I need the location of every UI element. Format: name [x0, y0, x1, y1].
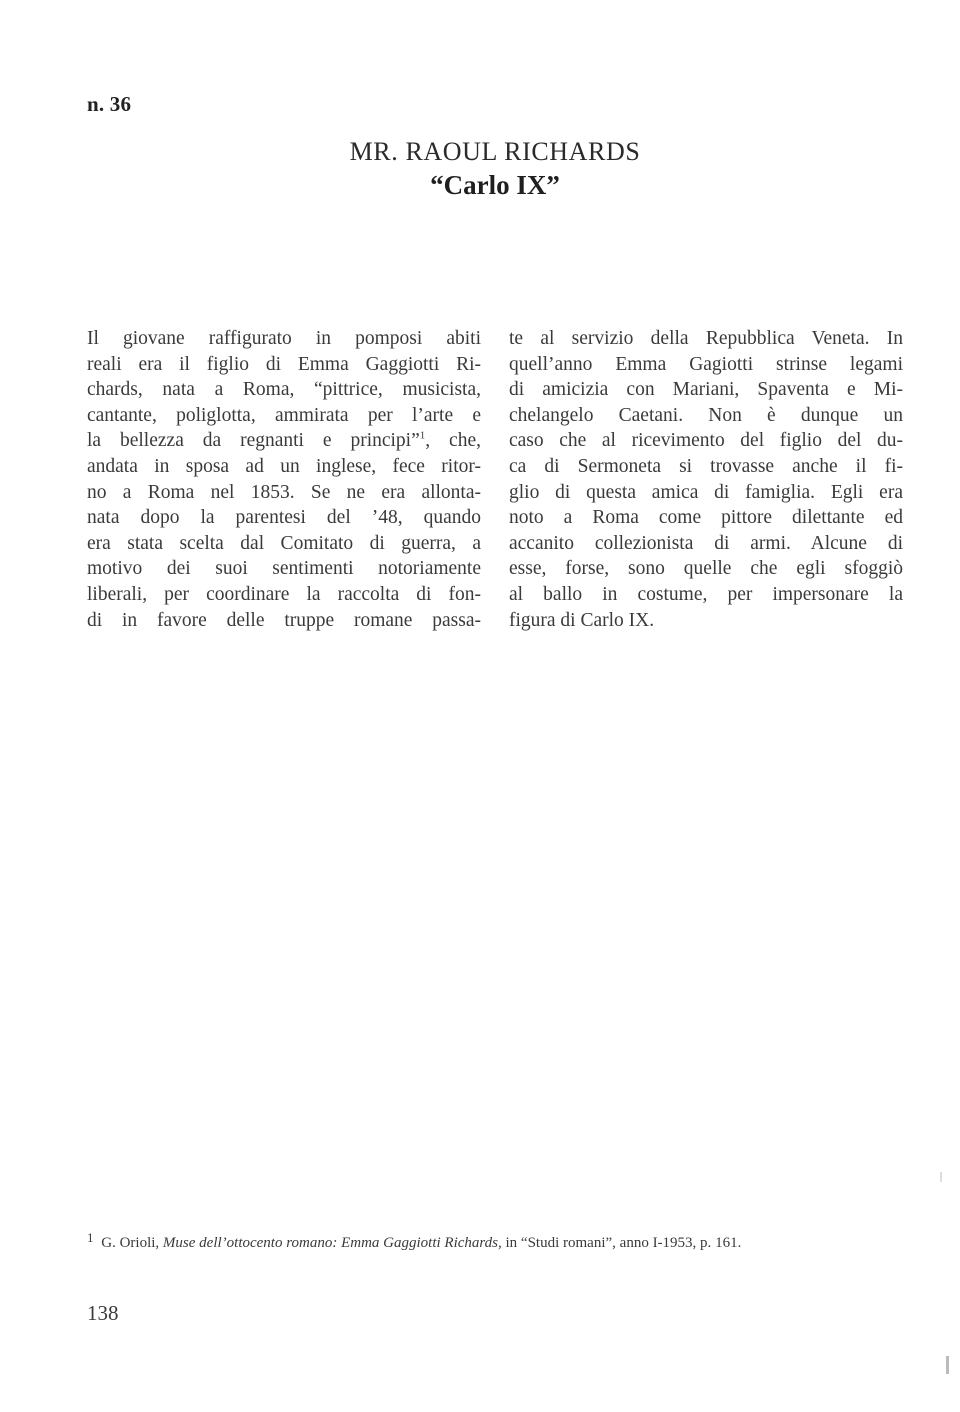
footnote-source: in “Studi romani”, anno I-1953, p.: [505, 1235, 712, 1251]
page-number: 138: [87, 1301, 119, 1325]
text-line: reali era il figlio di Emma Gaggiotti Ri-: [87, 353, 481, 375]
text-line: quell’anno Emma Gagiotti strinse legami: [509, 353, 903, 375]
text-line: Il giovane raffigurato in pomposi abiti: [87, 328, 481, 349]
text-line: nata dopo la parentesi del ’48, quando: [87, 507, 481, 529]
text-line-with-footnote: [87, 428, 481, 454]
text-line: caso che al ricevimento del figlio del du-: [509, 430, 903, 452]
text-line: figura di Carlo IX.: [509, 609, 655, 631]
footnote-work-title: Muse dell’ottocento romano: Emma Gaggiotti Richards,: [162, 1235, 502, 1251]
footnote: [87, 1226, 907, 1255]
entry-number: n. 36: [87, 92, 132, 116]
title-subtitle: “Carlo IX”: [430, 170, 560, 200]
text-line: era stata scelta dal Comitato di guerra, a: [87, 532, 481, 554]
title-block: [300, 136, 690, 202]
text-line: glio di questa amica di famiglia. Egli era: [509, 481, 903, 503]
text-line: accanito collezionista di armi. Alcune di: [509, 532, 903, 554]
text-line: motivo dei suoi sentimenti notoriamente: [87, 558, 481, 580]
text-line: noto a Roma come pittore dilettante ed: [509, 507, 903, 529]
text-line: chards, nata a Roma, “pittrice, musicista,: [87, 379, 481, 401]
text-line: esse, forse, sono quelle che egli sfoggiò: [509, 558, 903, 580]
text-line: al ballo in costume, per impersonare la: [509, 583, 903, 605]
text-segment: la bellezza da regnanti e principi”: [87, 430, 420, 452]
footnote-source-cont: 161.: [715, 1235, 742, 1251]
text-line: cantante, poliglotta, ammirata per l’arte e: [87, 404, 481, 426]
text-line: te al servizio della Repubblica Veneta. In: [509, 328, 903, 349]
text-line: di amicizia con Mariani, Spaventa e Mi-: [509, 379, 903, 401]
title-name: MR. RAOUL RICHARDS: [349, 137, 641, 166]
scan-speck: [946, 1356, 949, 1374]
scan-speck: [940, 1172, 942, 1182]
text-line: liberali, per coordinare la raccolta di fon-: [87, 583, 481, 605]
text-segment: , che,: [425, 430, 481, 452]
text-line: andata in sposa ad un inglese, fece ritor-: [87, 455, 481, 477]
text-line: ca di Sermoneta si trovasse anche il fi-: [509, 455, 903, 477]
text-line: no a Roma nel 1853. Se ne era allonta-: [87, 481, 481, 503]
left-column: [87, 326, 481, 633]
text-line: di in favore delle truppe romane passa-: [87, 609, 481, 631]
right-column: [509, 326, 903, 633]
footnote-author: G. Orioli,: [101, 1235, 160, 1251]
footnote-reference: 1: [419, 429, 426, 442]
footnote-marker: 1: [87, 1230, 94, 1245]
text-line: chelangelo Caetani. Non è dunque un: [509, 404, 903, 426]
